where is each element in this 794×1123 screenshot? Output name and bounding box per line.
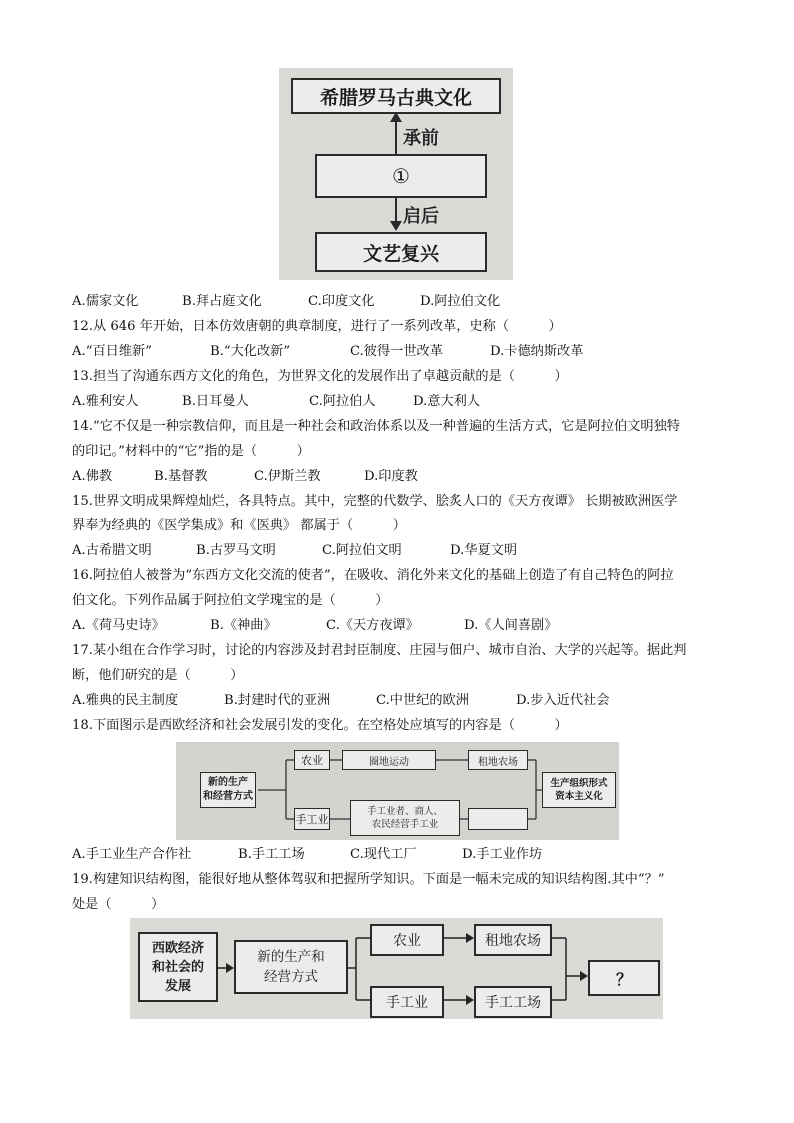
q11-option-b[interactable]: B.拜占庭文化	[182, 294, 262, 309]
q12-option-b[interactable]: B.“大化改新”	[210, 344, 291, 359]
q19-stem-line2: 处是（ ）	[72, 897, 165, 912]
q12-stem: 12.从 646 年开始，日本仿效唐朝的典章制度，进行了一系列改革，史称（ ）	[72, 319, 562, 334]
q16-option-d[interactable]: D.《人间喜剧》	[464, 618, 558, 633]
fig3-handicraft: 手工业	[370, 986, 444, 1018]
box-greek-roman-culture: 希腊罗马古典文化	[291, 78, 501, 114]
q17-stem-line2: 断，他们研究的是（ ）	[72, 668, 244, 683]
q15-stem-line2: 界奉为经典的《医学集成》和《医典》 都属于（ ）	[72, 518, 406, 533]
fig3-handicraft-workshop: 手工工场	[474, 986, 552, 1018]
q15-options	[72, 542, 517, 560]
q11-option-a[interactable]: A.儒家文化	[72, 294, 139, 309]
q16-option-a[interactable]: A.《荷马史诗》	[72, 618, 165, 633]
q16-option-b[interactable]: B.《神曲》	[210, 618, 277, 633]
label-cheng-qian: 承前	[403, 128, 439, 149]
q18-option-b[interactable]: B.手工工场	[238, 847, 305, 862]
q11-option-d[interactable]: D.阿拉伯文化	[420, 294, 501, 309]
figure-knowledge-structure	[130, 918, 663, 1019]
q17-option-d[interactable]: D.步入近代社会	[516, 693, 610, 708]
figure-classical-culture-chain	[279, 68, 513, 280]
q15-stem-line1: 15.世界文明成果辉煌灿烂，各具特点。其中，完整的代数学、脍炙人口的《天方夜谭》 长期被欧洲医学	[72, 494, 678, 509]
q16-option-c[interactable]: C.《天方夜谭》	[326, 618, 419, 633]
q18-option-d[interactable]: D.手工业作坊	[462, 847, 543, 862]
fig3-new-production-mode: 新的生产和 经营方式	[234, 940, 348, 994]
fig2-new-production-mode: 新的生产 和经营方式	[200, 772, 256, 808]
label-qi-hou: 启后	[403, 206, 439, 227]
q15-option-c[interactable]: C.阿拉伯文明	[322, 543, 402, 558]
q12-option-a[interactable]: A.“百日维新”	[72, 344, 152, 359]
box-blank-1: ①	[315, 154, 487, 198]
q15-option-a[interactable]: A.古希腊文明	[72, 543, 152, 558]
q13-option-b[interactable]: B.日耳曼人	[182, 394, 249, 409]
q14-option-b[interactable]: B.基督教	[154, 469, 208, 484]
q14-option-a[interactable]: A.佛教	[72, 469, 113, 484]
fig2-agriculture: 农业	[294, 750, 330, 770]
box-renaissance: 文艺复兴	[315, 232, 487, 272]
q17-stem-line1: 17.某小组在合作学习时，讨论的内容涉及封君封臣制度、庄园与佃户、城市自治、大学的兴起等。据此判	[72, 643, 687, 658]
q17-option-b[interactable]: B.封建时代的亚洲	[224, 693, 331, 708]
q17-option-c[interactable]: C.中世纪的欧洲	[376, 693, 469, 708]
q16-stem-line1: 16.阿拉伯人被誉为“东西方文化交流的使者”，在吸收、消化外来文化的基础上创造了有自己特色的阿拉	[72, 568, 674, 583]
q18-options	[72, 846, 542, 864]
q14-option-d[interactable]: D.印度教	[364, 469, 418, 484]
fig2-tenant-farm: 租地农场	[468, 750, 528, 770]
q11-option-c[interactable]: C.印度文化	[308, 294, 375, 309]
fig3-question-box: ？	[588, 960, 660, 996]
q14-stem-line1: 14.“它不仅是一种宗教信仰，而且是一种社会和政治体系以及一种普遍的生活方式，它是阿拉伯文明独特	[72, 419, 680, 434]
q12-option-d[interactable]: D.卡德纳斯改革	[490, 344, 584, 359]
q14-stem-line2: 的印记。”材料中的“它”指的是（ ）	[72, 444, 310, 459]
q13-option-c[interactable]: C.阿拉伯人	[309, 394, 376, 409]
fig3-agriculture: 农业	[370, 924, 444, 956]
fig2-enclosure-movement: 圈地运动	[342, 750, 436, 770]
figure-western-europe-changes	[176, 742, 619, 840]
q15-option-b[interactable]: B.古罗马文明	[196, 543, 276, 558]
q18-option-c[interactable]: C.现代工厂	[350, 847, 417, 862]
fig2-handicraft: 手工业	[294, 808, 330, 830]
fig2-capitalist-organization: 生产组织形式 资本主义化	[542, 772, 616, 808]
q18-option-a[interactable]: A.手工业生产合作社	[72, 847, 192, 862]
fig2-craftsmen-merchants: 手工业者、商人、 农民经营手工业	[350, 800, 460, 836]
q13-options	[72, 393, 480, 411]
q13-option-d[interactable]: D.意大利人	[413, 394, 481, 409]
q15-option-d[interactable]: D.华夏文明	[450, 543, 518, 558]
q16-options	[72, 617, 557, 635]
q19-stem-line1: 19.构建知识结构图，能很好地从整体驾驭和把握所学知识。下面是一幅未完成的知识结构图.其中“？”	[72, 872, 665, 887]
fig2-blank-box	[468, 808, 528, 830]
q17-option-a[interactable]: A.雅典的民主制度	[72, 693, 179, 708]
q14-options	[72, 468, 418, 486]
fig3-western-europe-development: 西欧经济 和社会的 发展	[138, 932, 218, 1002]
q13-stem: 13.担当了沟通东西方文化的角色，为世界文化的发展作出了卓越贡献的是（ ）	[72, 369, 568, 384]
q16-stem-line2: 伯文化。下列作品属于阿拉伯文学瑰宝的是（ ）	[72, 593, 389, 608]
q12-options	[72, 343, 583, 361]
q13-option-a[interactable]: A.雅利安人	[72, 394, 139, 409]
q14-option-c[interactable]: C.伊斯兰教	[254, 469, 321, 484]
q12-option-c[interactable]: C.彼得一世改革	[350, 344, 443, 359]
fig3-tenant-farm: 租地农场	[474, 924, 552, 956]
q18-stem: 18.下面图示是西欧经济和社会发展引发的变化。在空格处应填写的内容是（ ）	[72, 718, 568, 733]
q17-options	[72, 692, 609, 710]
q11-options	[72, 293, 500, 311]
